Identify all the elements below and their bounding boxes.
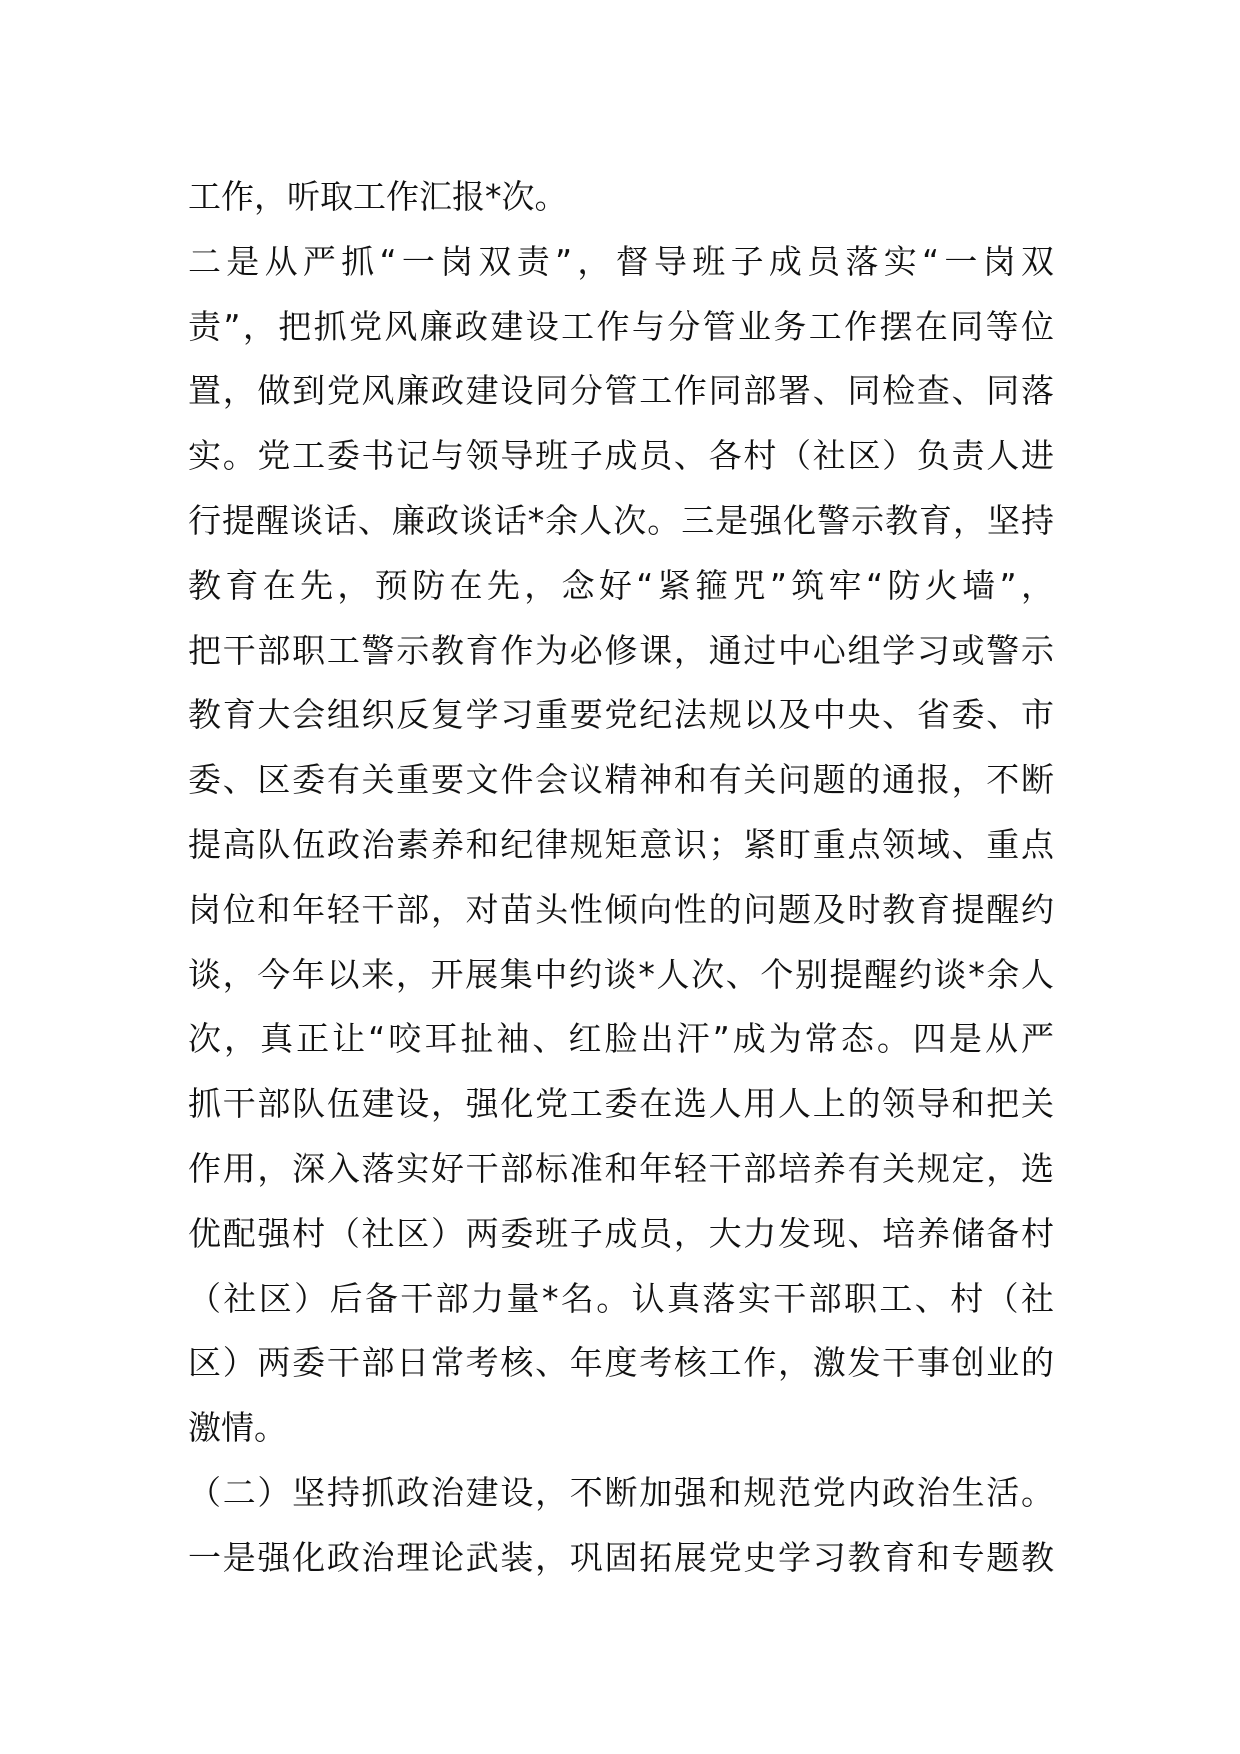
text-line: 区）两委干部日常考核、年度考核工作，激发干事创业的 bbox=[188, 1343, 1054, 1383]
text-line: 教育大会组织反复学习重要党纪法规以及中央、省委、市 bbox=[188, 695, 1054, 735]
text-line: 二是从严抓“一岗双责”，督导班子成员落实“一岗双 bbox=[188, 241, 1054, 281]
text-line: 置，做到党风廉政建设同分管工作同部署、同检查、同落 bbox=[188, 371, 1054, 411]
text-line: 岗位和年轻干部，对苗头性倾向性的问题及时教育提醒约 bbox=[188, 889, 1054, 929]
body-text bbox=[188, 165, 1054, 1591]
text-line: （社区）后备干部力量*名。认真落实干部职工、村（社 bbox=[188, 1278, 1054, 1318]
text-line: 次，真正让“咬耳扯袖、红脸出汗”成为常态。四是从严 bbox=[188, 1019, 1054, 1059]
text-line: 行提醒谈话、廉政谈话*余人次。三是强化警示教育，坚持 bbox=[188, 500, 1054, 540]
text-line: 作用，深入落实好干部标准和年轻干部培养有关规定，选 bbox=[188, 1148, 1054, 1188]
text-line: 实。党工委书记与领导班子成员、各村（社区）负责人进 bbox=[188, 436, 1054, 476]
text-line: 工作，听取工作汇报*次。 bbox=[188, 177, 568, 216]
text-line: 教育在先，预防在先，念好“紧箍咒”筑牢“防火墙”， bbox=[188, 565, 1054, 605]
text-line: 委、区委有关重要文件会议精神和有关问题的通报，不断 bbox=[188, 760, 1054, 800]
text-line: 提高队伍政治素养和纪律规矩意识；紧盯重点领域、重点 bbox=[188, 824, 1054, 864]
text-line: 谈，今年以来，开展集中约谈*人次、个别提醒约谈*余人 bbox=[188, 954, 1054, 994]
text-line: 一是强化政治理论武装，巩固拓展党史学习教育和专题教 bbox=[188, 1537, 1054, 1577]
text-line: 优配强村（社区）两委班子成员，大力发现、培养储备村 bbox=[188, 1213, 1054, 1253]
text-line: 抓干部队伍建设，强化党工委在选人用人上的领导和把关 bbox=[188, 1084, 1054, 1124]
text-line: 责”，把抓党风廉政建设工作与分管业务工作摆在同等位 bbox=[188, 306, 1054, 346]
text-line: 把干部职工警示教育作为必修课，通过中心组学习或警示 bbox=[188, 630, 1054, 670]
section-heading-line: （二）坚持抓政治建设，不断加强和规范党内政治生活。 bbox=[188, 1472, 1054, 1512]
text-line: 激情。 bbox=[188, 1408, 287, 1448]
